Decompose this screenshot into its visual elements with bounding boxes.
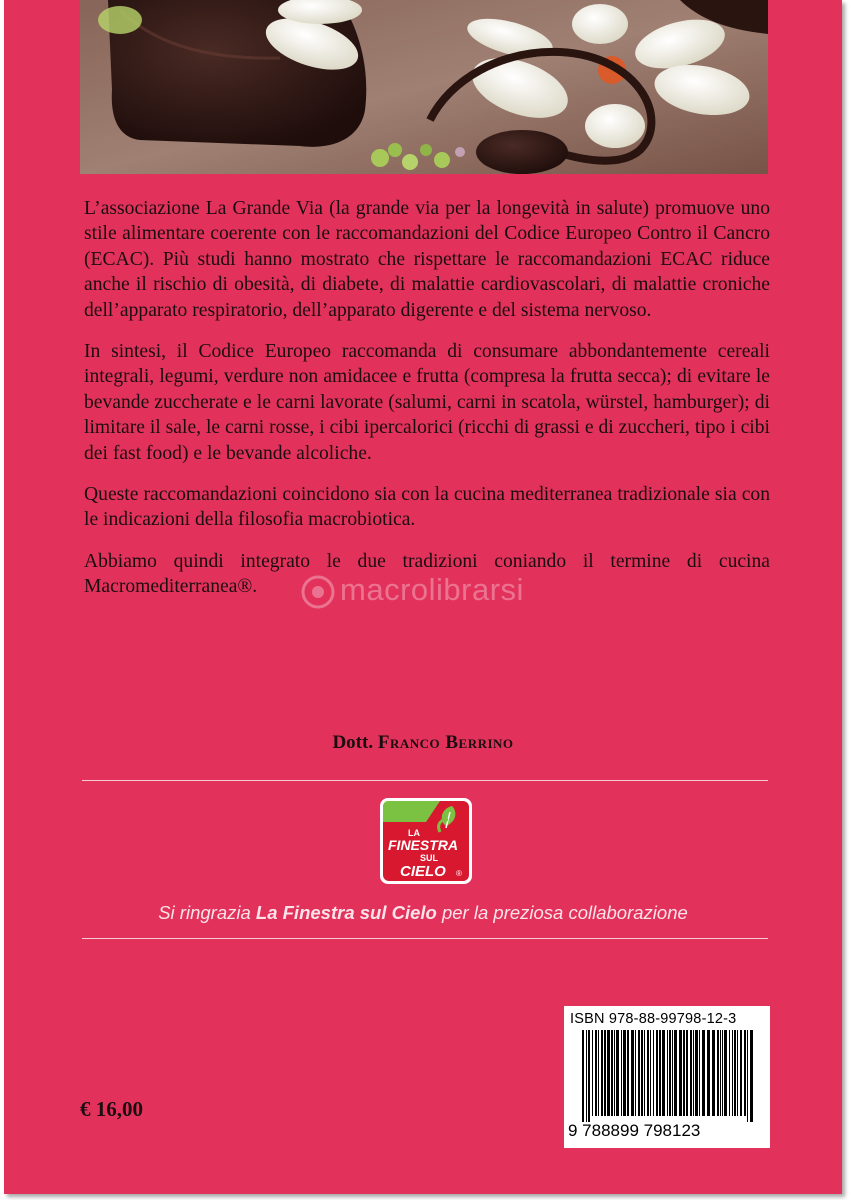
logo-text-cielo: CIELO <box>400 863 446 880</box>
barcode-bar <box>747 1030 748 1122</box>
barcode-bar <box>712 1030 715 1116</box>
barcode-bar <box>722 1030 723 1116</box>
logo-registered-mark: ® <box>456 869 462 878</box>
cover-photo <box>80 0 768 174</box>
barcode-bar <box>592 1030 593 1116</box>
barcode-bar <box>732 1030 733 1116</box>
description-paragraph-4: Abbiamo quindi integrato le due tradizioni coniando il termine di cucina Macromediterranea®. <box>84 550 770 598</box>
barcode-bar <box>720 1030 721 1116</box>
barcode-bar <box>627 1030 629 1116</box>
barcode-bar <box>683 1030 685 1116</box>
barcode-bar <box>616 1030 619 1116</box>
barcode-bar <box>604 1030 606 1116</box>
barcode-bar <box>635 1030 636 1116</box>
barcode-bar <box>623 1030 626 1116</box>
barcode-box <box>564 1006 770 1148</box>
barcode-bar <box>614 1030 615 1116</box>
barcode-bar <box>650 1030 651 1116</box>
signature-prefix: Dott. <box>332 732 374 753</box>
barcode-bar <box>686 1030 688 1116</box>
publisher-logo <box>380 798 472 884</box>
barcode-bar <box>601 1030 603 1116</box>
chocolate-photo-illustration <box>80 0 768 174</box>
book-back-cover <box>4 0 842 1194</box>
barcode-bar <box>672 1030 673 1116</box>
barcode-bar <box>644 1030 645 1116</box>
barcode-bar <box>717 1030 719 1116</box>
barcode-bar <box>595 1030 597 1116</box>
barcode-bar <box>699 1030 700 1116</box>
barcode-bar <box>659 1030 661 1116</box>
watermark-text: macrolibrarsi <box>340 572 524 607</box>
barcode-bar <box>669 1030 671 1116</box>
divider-bottom <box>82 938 768 939</box>
barcode-bars <box>582 1030 754 1122</box>
barcode-bar <box>729 1030 730 1116</box>
description-paragraph-2: In sintesi, il Codice Europeo raccomanda di consumare abbondantemente cereali integrali, legumi, verdure non amidacee e frutta (compresa la frutta secca); di evitare le bevande zuccherate e le carni lavorate (salumi, carni in scatola, würstel, hamburger); di limitare il sale, le carni rosse, i cibi ipercalorici (ricchi di grassi e di zuccheri, tipo i cibi dei fast food) e le bevande alcoliche. <box>84 341 770 464</box>
barcode-bar <box>750 1030 753 1122</box>
barcode-bar <box>674 1030 677 1116</box>
barcode-bar <box>607 1030 610 1116</box>
barcode-bar <box>679 1030 682 1116</box>
barcode-bar <box>631 1030 634 1116</box>
price: € 16,00 <box>80 1097 143 1121</box>
barcode-bar <box>737 1030 738 1116</box>
barcode-bar <box>734 1030 736 1116</box>
logo-text-la: LA <box>408 828 420 838</box>
barcode-bar <box>598 1030 599 1116</box>
signature-name: Franco Berrino <box>377 732 514 753</box>
barcode-bar <box>702 1030 705 1116</box>
description-paragraph-1: L’associazione La Grande Via (la grande via per la longevità in salute) promuove uno stile alimentare coerente con le raccomandazioni del Codice Europeo Contro il Cancro (ECAC). Più studi hanno mostrato che rispettare le raccomandazioni ECAC riduce anche il rischio di obesità, di diabete, di malattie cardiovascolari, di malattie croniche dell’apparato respiratorio, dell’apparato digerente e del sistema nervoso. <box>84 198 770 321</box>
acknowledgement-publisher: La Finestra sul Cielo <box>255 902 437 923</box>
barcode-bar <box>653 1030 654 1116</box>
barcode-bar <box>695 1030 698 1116</box>
barcode-bar <box>667 1030 668 1116</box>
barcode-bar <box>621 1030 622 1116</box>
barcode-bar <box>662 1030 665 1116</box>
barcode-bar <box>647 1030 649 1116</box>
divider-top <box>82 780 768 781</box>
isbn-label: ISBN 978-88-99798-12-3 <box>570 1011 737 1027</box>
barcode-bar <box>690 1030 692 1116</box>
acknowledgement <box>4 902 842 924</box>
barcode-bar <box>582 1030 584 1122</box>
barcode-bar <box>641 1030 643 1116</box>
barcode-bar <box>744 1030 746 1116</box>
barcode-bar <box>740 1030 742 1116</box>
logo-text-finestra: FINESTRA <box>388 837 458 853</box>
acknowledgement-after: per la preziosa collaborazione <box>436 902 688 923</box>
logo-text-sul: SUL <box>420 853 438 863</box>
author-signature <box>4 732 842 754</box>
barcode-bar <box>656 1030 658 1116</box>
acknowledgement-before: Si ringrazia <box>158 902 256 923</box>
description-paragraph-3: Queste raccomandazioni coincidono sia con la cucina mediterranea tradizionale sia con le indicazioni della filosofia macrobiotica. <box>84 484 770 531</box>
description-text <box>84 196 770 616</box>
barcode-bar <box>588 1030 590 1122</box>
barcode-bar <box>693 1030 694 1116</box>
barcode-bar <box>707 1030 710 1116</box>
barcode-digits: 9 788899 798123 <box>568 1121 701 1140</box>
barcode-bar <box>611 1030 613 1116</box>
barcode-bar <box>638 1030 640 1116</box>
barcode-bar <box>724 1030 727 1116</box>
barcode-bar <box>586 1030 587 1122</box>
